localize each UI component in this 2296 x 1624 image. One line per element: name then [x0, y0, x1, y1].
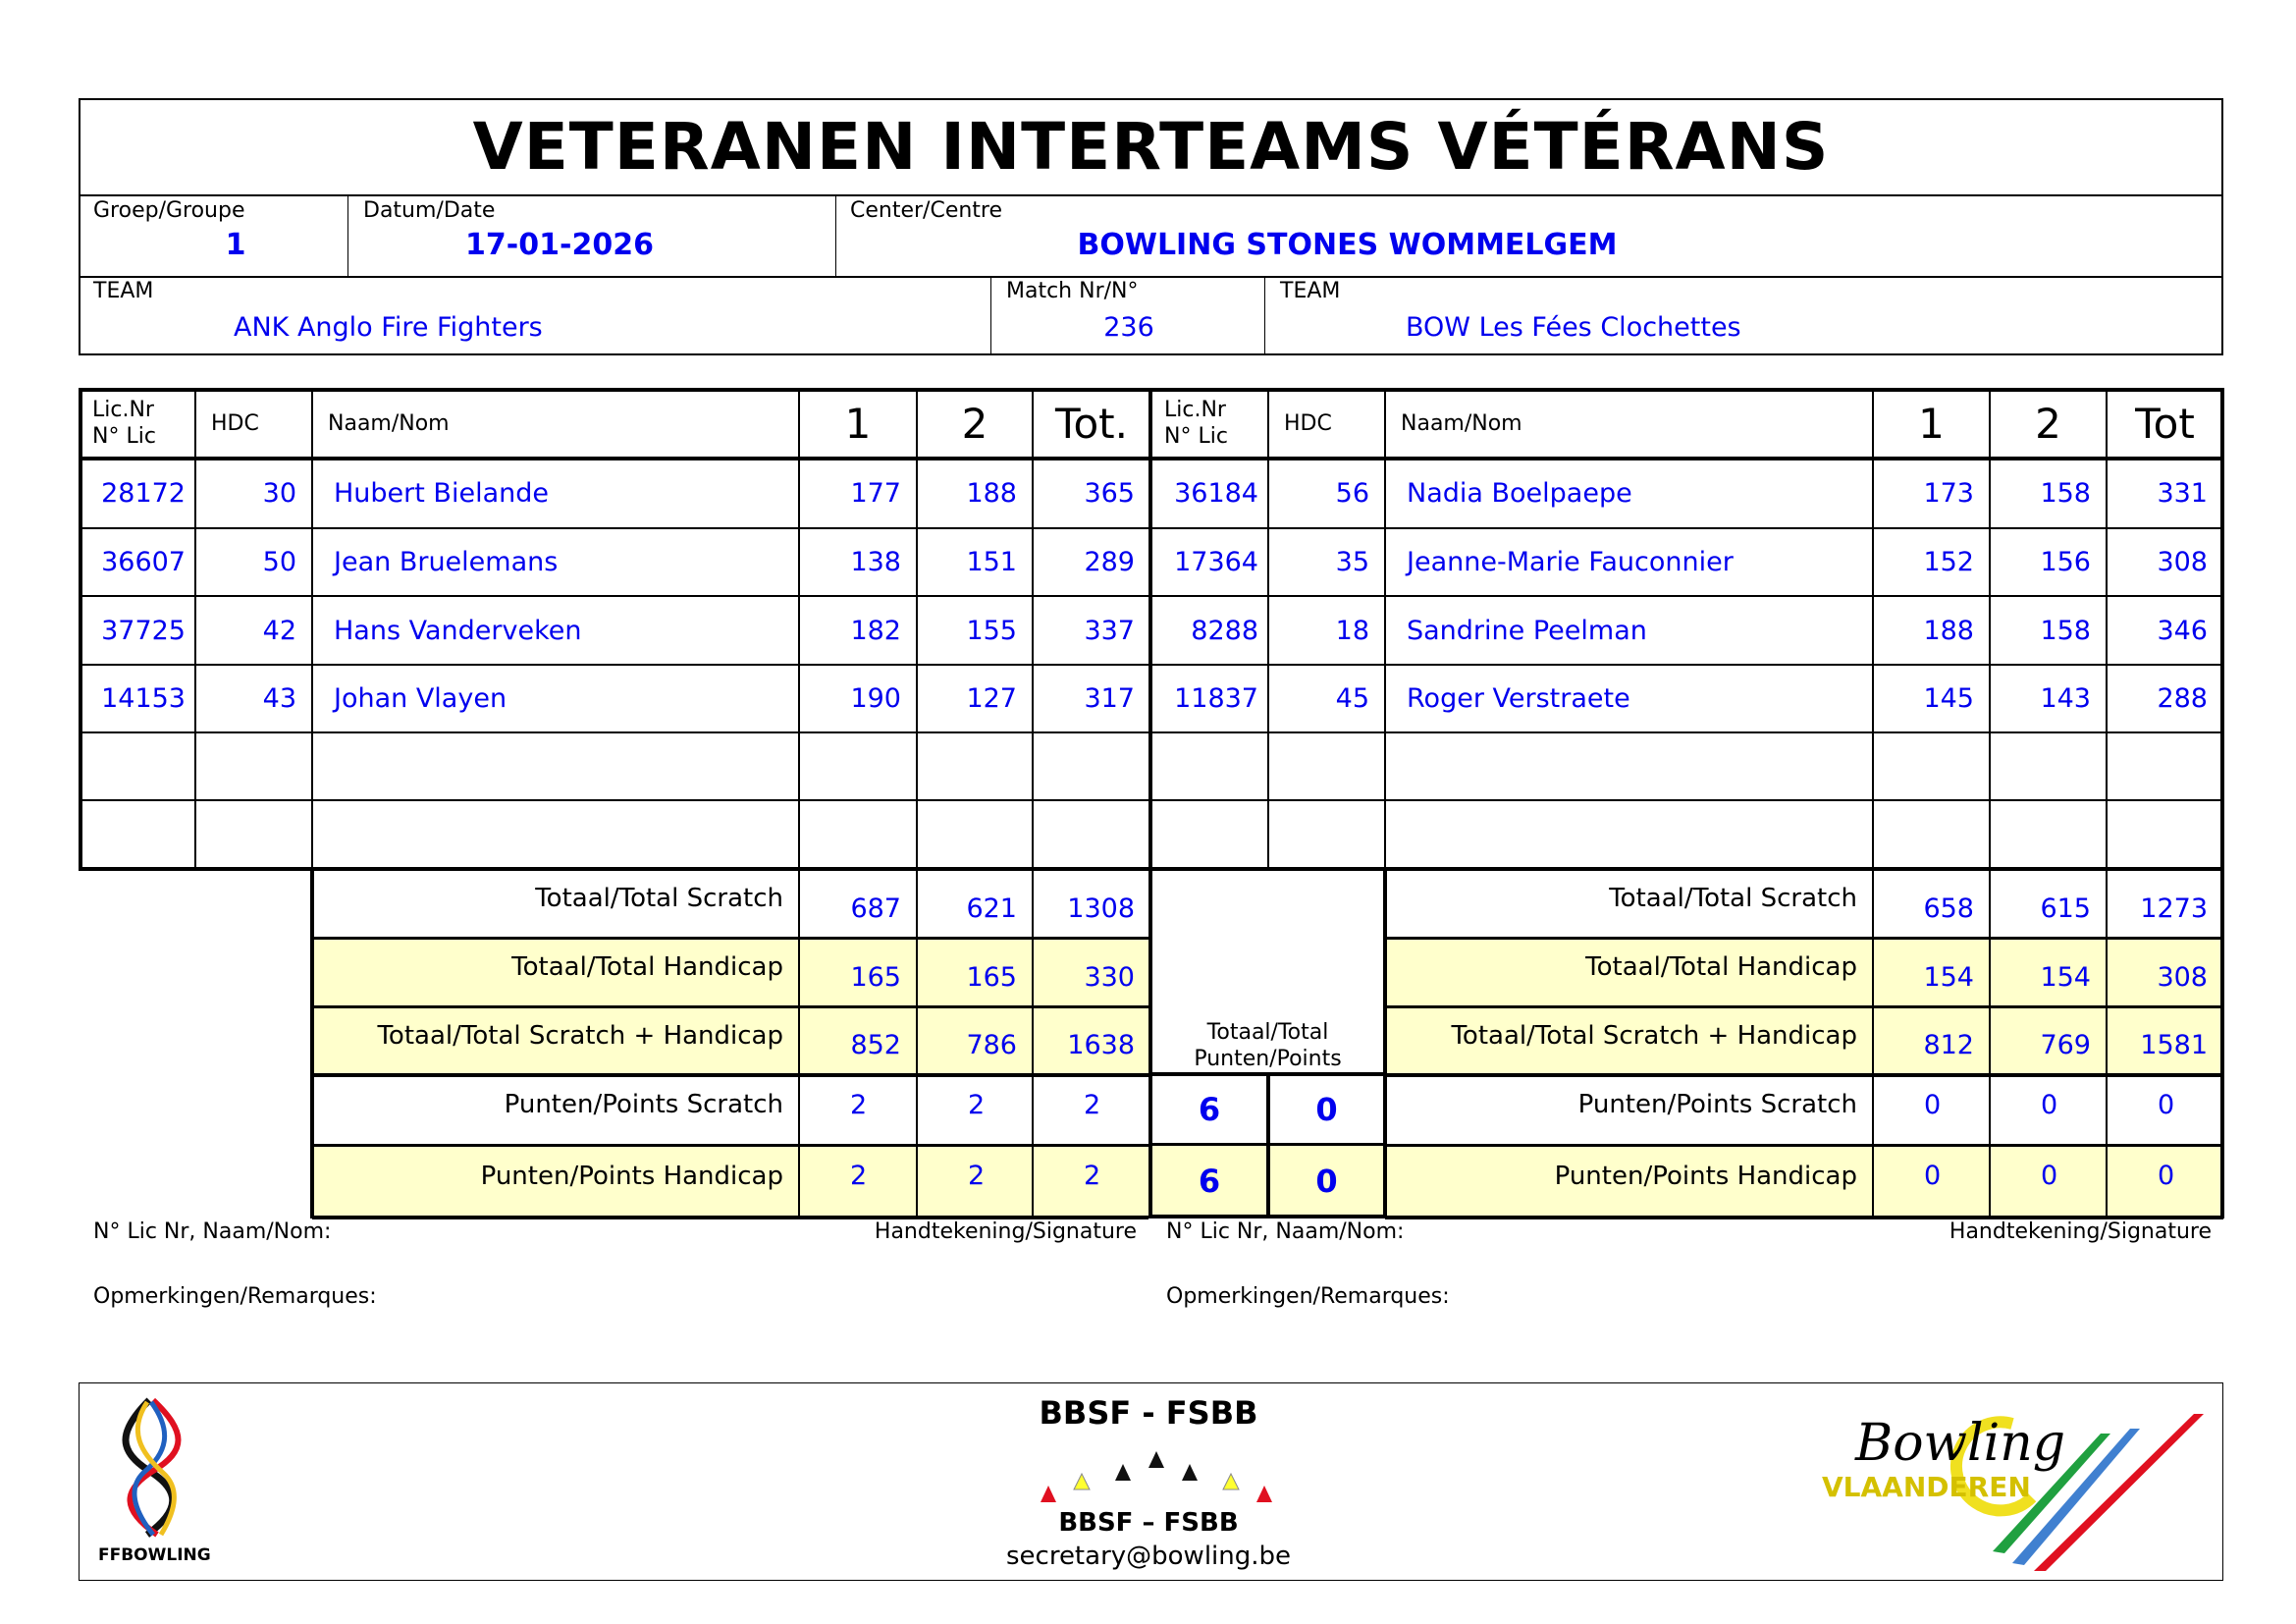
player-g2-cell[interactable]: 158: [2040, 478, 2091, 509]
page-title: VETERANEN INTERTEAMS VÉTÉRANS: [472, 109, 1830, 185]
summary-label: Totaal/Total Handicap: [1385, 938, 1873, 1006]
player-tot-cell[interactable]: 346: [2157, 615, 2208, 646]
player-g1-cell[interactable]: 177: [850, 478, 901, 509]
player-name-cell[interactable]: [312, 732, 799, 800]
summary-value: 2: [1084, 1089, 1101, 1120]
player-g2-cell[interactable]: [1990, 732, 2107, 800]
player-name-cell[interactable]: Hubert Bielande: [334, 478, 549, 509]
player-g1-cell[interactable]: 182: [850, 615, 901, 646]
points-total-handicap-b: 0: [1268, 1145, 1385, 1217]
col-header-name: Naam/Nom: [328, 410, 450, 436]
vlaanderen-logo-text-2: VLAANDEREN: [1822, 1471, 2031, 1503]
match-label: Match Nr/N°: [1006, 279, 1139, 303]
summary-value: 2: [799, 1145, 917, 1217]
table-right-border: [2220, 388, 2224, 1218]
col-header-hdc: HDC: [1284, 410, 1332, 436]
summary-divider: [312, 1144, 1148, 1147]
col-divider: [1384, 388, 1386, 869]
col-divider: [1872, 869, 1874, 1217]
player-g2-cell[interactable]: [917, 800, 1033, 869]
summary-value: 154: [1990, 938, 2107, 1006]
col-header-lic: [1150, 388, 1268, 459]
player-name-cell[interactable]: Hans Vanderveken: [334, 615, 582, 646]
remarks-label-b: Opmerkingen/Remarques:: [1166, 1284, 1450, 1309]
player-lic-cell[interactable]: [79, 732, 195, 800]
player-lic-cell[interactable]: 28172: [101, 478, 186, 509]
points-col-divider: [1266, 1074, 1270, 1217]
match-value: 236: [1103, 312, 1154, 343]
summary-value: 1273: [2140, 893, 2208, 924]
col-header-lic-line2: N° Lic: [92, 424, 156, 449]
bbsf-logo-text: BBSF - FSBB: [1039, 1394, 1258, 1432]
player-g2-cell[interactable]: 127: [966, 683, 1017, 714]
summary-left-a: [310, 869, 314, 1218]
points-total-label-label_line2: Punten/Points: [1194, 1047, 1342, 1071]
summary-value: 2: [968, 1089, 986, 1120]
player-lic-cell[interactable]: 8288: [1191, 615, 1258, 646]
player-name-cell[interactable]: Jean Bruelemans: [334, 547, 559, 577]
summary-value: 330: [1033, 938, 1150, 1006]
summary-label: Punten/Points Handicap: [312, 1145, 799, 1217]
player-g1-cell[interactable]: 173: [1923, 478, 1974, 509]
team-a-value: ANK Anglo Fire Fighters: [234, 312, 543, 343]
vlaanderen-logo-text-1: Bowling: [1855, 1414, 2066, 1473]
player-lic-cell[interactable]: 11837: [1174, 683, 1258, 714]
col-divider: [1032, 388, 1034, 869]
player-lic-cell[interactable]: 36184: [1174, 478, 1258, 509]
org-name: BBSF – FSBB: [1058, 1508, 1239, 1538]
points-total-scratch-a: 6: [1198, 1091, 1221, 1128]
summary-value: 308: [2107, 938, 2223, 1006]
player-g1-cell[interactable]: [1873, 800, 1990, 869]
player-tot-cell[interactable]: 289: [1084, 547, 1135, 577]
team-a-label: TEAM: [93, 279, 154, 303]
player-hdc-cell[interactable]: [195, 800, 312, 869]
col-divider: [194, 388, 196, 869]
summary-value: 0: [1873, 1145, 1990, 1217]
col-header-lic: [79, 388, 195, 459]
summary-value: 812: [1873, 1006, 1990, 1074]
summary-value: 0: [2158, 1089, 2175, 1120]
summary-divider: [1385, 1144, 2223, 1147]
summary-divider: [1385, 1073, 2223, 1077]
col-header-game2: 2: [2035, 399, 2061, 448]
player-hdc-cell[interactable]: 56: [1335, 478, 1369, 509]
summary-value: 154: [1873, 938, 1990, 1006]
bbsf-pins-icon: [1021, 1438, 1276, 1507]
summary-label: Totaal/Total Scratch + Handicap: [312, 1006, 799, 1074]
team-b-value: BOW Les Fées Clochettes: [1406, 312, 1741, 343]
summary-value: 2: [917, 1145, 1033, 1217]
date-value: 17-01-2026: [465, 228, 654, 262]
player-tot-cell[interactable]: 331: [2157, 478, 2208, 509]
summary-value: 1308: [1067, 893, 1135, 924]
player-g1-cell[interactable]: 188: [1923, 615, 1974, 646]
player-lic-cell[interactable]: 37725: [101, 615, 186, 646]
lic-name-label-a: N° Lic Nr, Naam/Nom:: [93, 1219, 332, 1244]
col-header-game1: 1: [844, 399, 872, 448]
player-hdc-cell[interactable]: 45: [1335, 683, 1369, 714]
player-tot-cell[interactable]: [2107, 800, 2223, 869]
player-g2-cell[interactable]: 188: [966, 478, 1017, 509]
signature-label-a: Handtekening/Signature: [874, 1219, 1137, 1244]
summary-label: Totaal/Total Handicap: [312, 938, 799, 1006]
player-lic-cell[interactable]: 14153: [101, 683, 186, 714]
player-g1-cell[interactable]: 145: [1923, 683, 1974, 714]
player-hdc-cell[interactable]: 42: [262, 615, 296, 646]
summary-label: Punten/Points Scratch: [504, 1090, 783, 1119]
summary-value: 165: [799, 938, 917, 1006]
player-name-cell[interactable]: Johan Vlayen: [334, 683, 507, 714]
col-header-lic-line1: Lic.Nr: [1164, 398, 1226, 422]
summary-value: 2: [1033, 1145, 1150, 1217]
player-g2-cell[interactable]: [917, 732, 1033, 800]
col-divider: [798, 869, 800, 1217]
player-g1-cell[interactable]: 138: [850, 547, 901, 577]
summary-label: Totaal/Total Scratch: [1609, 884, 1857, 913]
player-hdc-cell[interactable]: 50: [262, 547, 296, 577]
summary-divider: [312, 1005, 1148, 1008]
summary-divider: [312, 937, 1148, 940]
player-g2-cell[interactable]: 158: [2040, 615, 2091, 646]
player-tot-cell[interactable]: [2107, 732, 2223, 800]
player-g1-cell[interactable]: [799, 732, 917, 800]
summary-value: 165: [917, 938, 1033, 1006]
center-label: Center/Centre: [850, 198, 1003, 223]
player-lic-cell[interactable]: 17364: [1174, 547, 1258, 577]
player-g2-cell[interactable]: [1990, 800, 2107, 869]
summary-value: 621: [966, 893, 1017, 924]
signature-label-b: Handtekening/Signature: [1949, 1219, 2212, 1244]
col-header-game1: 1: [1918, 399, 1945, 448]
col-header-total: Tot: [2135, 399, 2195, 448]
col-divider: [311, 388, 313, 869]
player-tot-cell[interactable]: 288: [2157, 683, 2208, 714]
player-tot-cell[interactable]: [1033, 732, 1150, 800]
player-g2-cell[interactable]: 155: [966, 615, 1017, 646]
summary-value: 687: [850, 893, 901, 924]
points-total-label-label_line1: Totaal/Total: [1206, 1020, 1329, 1045]
summary-left-b: [1383, 869, 1387, 1218]
player-hdc-cell[interactable]: 18: [1335, 615, 1369, 646]
group-label: Groep/Groupe: [93, 198, 245, 223]
summary-value: 769: [1990, 1006, 2107, 1074]
summary-value: 1638: [1033, 1006, 1150, 1074]
player-g2-cell[interactable]: 143: [2040, 683, 2091, 714]
points-total-label: [1150, 869, 1385, 1074]
ffbowling-logo: [98, 1392, 216, 1569]
player-name-cell[interactable]: [1385, 732, 1873, 800]
points-total-scratch-b: 0: [1315, 1091, 1338, 1128]
summary-label: Punten/Points Handicap: [1385, 1145, 1873, 1217]
col-divider: [916, 388, 918, 869]
col-header-lic-line1: Lic.Nr: [92, 398, 154, 422]
player-name-cell[interactable]: [312, 800, 799, 869]
summary-divider: [1385, 937, 2223, 940]
col-divider: [1267, 388, 1269, 869]
points-total-handicap-a: 6: [1150, 1145, 1268, 1217]
player-name-cell[interactable]: Roger Verstraete: [1407, 683, 1630, 714]
col-divider: [1872, 388, 1874, 869]
player-hdc-cell[interactable]: 43: [262, 683, 296, 714]
center-value: BOWLING STONES WOMMELGEM: [1077, 228, 1618, 262]
player-hdc-cell[interactable]: 30: [262, 478, 296, 509]
col-divider: [916, 869, 918, 1217]
summary-value: 786: [917, 1006, 1033, 1074]
summary-value: 0: [1924, 1089, 1942, 1120]
player-hdc-cell[interactable]: [195, 732, 312, 800]
summary-value: 0: [2041, 1089, 2058, 1120]
team-divider: [1148, 388, 1152, 1218]
summary-value: 658: [1923, 893, 1974, 924]
player-g2-cell[interactable]: 156: [2040, 547, 2091, 577]
player-g1-cell[interactable]: [799, 800, 917, 869]
player-name-cell[interactable]: Nadia Boelpaepe: [1407, 478, 1632, 509]
col-header-game2: 2: [961, 399, 988, 448]
remarks-label-a: Opmerkingen/Remarques:: [93, 1284, 377, 1309]
player-tot-cell[interactable]: [1033, 800, 1150, 869]
player-g1-cell[interactable]: 190: [850, 683, 901, 714]
col-header-total: Tot.: [1054, 399, 1129, 448]
col-header-hdc: HDC: [211, 410, 259, 436]
col-divider: [1989, 869, 1991, 1217]
col-divider: [2106, 388, 2108, 869]
summary-value: 0: [2107, 1145, 2223, 1217]
summary-divider: [312, 1073, 1148, 1077]
summary-divider: [1385, 1005, 2223, 1008]
player-name-cell[interactable]: [1385, 800, 1873, 869]
summary-label: Totaal/Total Scratch: [535, 884, 783, 913]
player-hdc-cell[interactable]: [1268, 732, 1385, 800]
team-b-label: TEAM: [1280, 279, 1341, 303]
summary-value: 1581: [2107, 1006, 2223, 1074]
date-label: Datum/Date: [363, 198, 496, 223]
ffbowling-logo-text: FFBOWLING: [98, 1545, 211, 1565]
player-tot-cell[interactable]: 317: [1084, 683, 1135, 714]
org-email[interactable]: secretary@bowling.be: [1005, 1542, 1292, 1571]
player-hdc-cell[interactable]: 35: [1335, 547, 1369, 577]
player-name-cell[interactable]: Sandrine Peelman: [1407, 615, 1647, 646]
bowling-vlaanderen-logo: [1816, 1404, 2209, 1571]
summary-label: Totaal/Total Scratch + Handicap: [1385, 1006, 1873, 1074]
player-g1-cell[interactable]: [1873, 732, 1990, 800]
player-tot-cell[interactable]: 308: [2157, 547, 2208, 577]
summary-value: 852: [799, 1006, 917, 1074]
ffbowling-helix-icon: [98, 1392, 216, 1540]
col-header-name: Naam/Nom: [1401, 410, 1522, 436]
col-header-lic-line2: N° Lic: [1164, 424, 1228, 449]
player-lic-cell[interactable]: [1150, 732, 1268, 800]
col-divider: [798, 388, 800, 869]
col-divider: [1989, 388, 1991, 869]
player-lic-cell[interactable]: [1150, 800, 1268, 869]
summary-value: 615: [2040, 893, 2091, 924]
summary-value: 0: [1990, 1145, 2107, 1217]
player-name-cell[interactable]: Jeanne-Marie Fauconnier: [1407, 547, 1734, 577]
table-left-border: [79, 388, 82, 869]
player-lic-cell[interactable]: 36607: [101, 547, 186, 577]
summary-value: 2: [850, 1089, 868, 1120]
group-value: 1: [225, 228, 246, 262]
player-g2-cell[interactable]: 151: [966, 547, 1017, 577]
lic-name-label-b: N° Lic Nr, Naam/Nom:: [1166, 1219, 1405, 1244]
player-tot-cell[interactable]: 337: [1084, 615, 1135, 646]
col-divider: [2106, 869, 2108, 1217]
player-g1-cell[interactable]: 152: [1923, 547, 1974, 577]
player-hdc-cell[interactable]: [1268, 800, 1385, 869]
player-tot-cell[interactable]: 365: [1084, 478, 1135, 509]
player-lic-cell[interactable]: [79, 800, 195, 869]
summary-label: Punten/Points Scratch: [1577, 1090, 1857, 1119]
col-divider: [1032, 869, 1034, 1217]
